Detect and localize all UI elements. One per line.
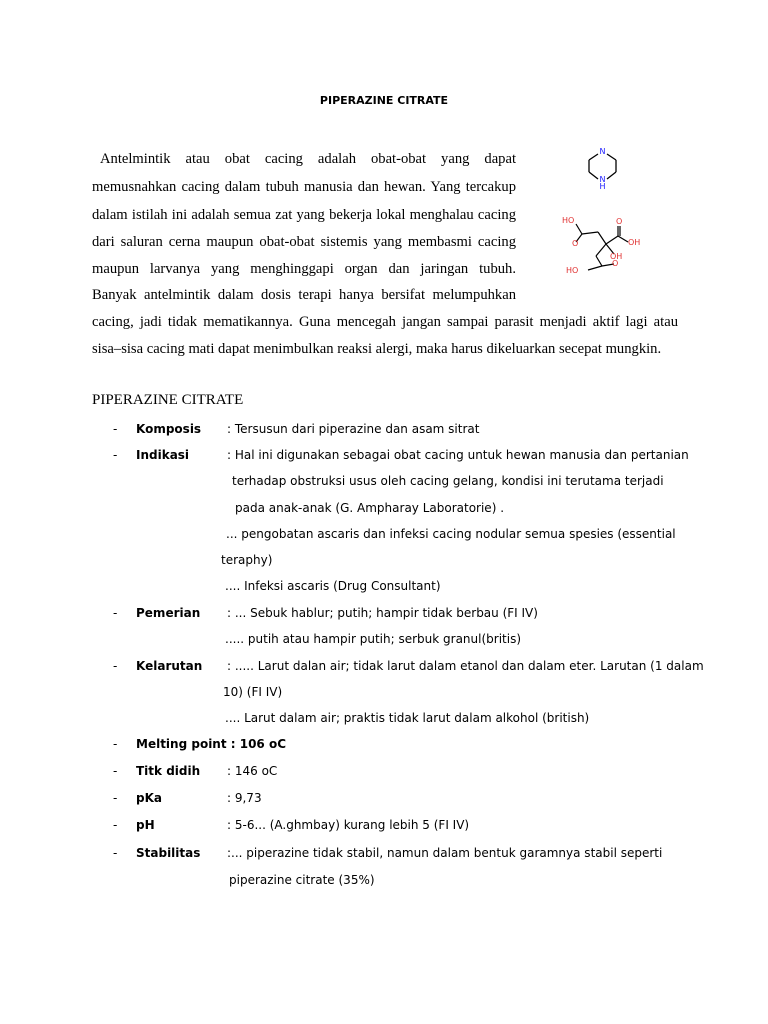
property-value: : Tersusun dari piperazine dan asam sitrat: [227, 422, 480, 436]
oxygen-label: O: [612, 259, 619, 268]
property-value: ..... putih atau hampir putih; serbuk granul(britis): [225, 632, 522, 646]
intro-line: maupun larvanya yang menghinggapi organ dan jaringan tubuh.: [92, 261, 516, 277]
citric-acid-structure-image: [558, 212, 678, 282]
oxygen-label: O: [616, 217, 623, 226]
hydrogen-atom-label: H: [599, 182, 606, 191]
property-value: : ... Sebuk hablur; putih; hampir tidak berbau (FI IV): [227, 606, 538, 620]
bullet-dash: -: [113, 791, 118, 805]
bullet-dash: -: [113, 737, 118, 751]
page-title: PIPERAZINE CITRATE: [319, 94, 449, 107]
property-label: Kelarutan: [136, 659, 203, 673]
property-label: pKa: [136, 791, 162, 805]
property-value: ... pengobatan ascaris dan infeksi cacing nodular semua spesies (essential: [226, 527, 676, 541]
property-value: : 9,73: [227, 791, 262, 805]
intro-line: Banyak antelmintik dalam dosis terapi hanya bersifat melumpuhkan: [92, 287, 516, 303]
hydroxyl-label: HO: [566, 266, 579, 275]
bullet-dash: -: [113, 448, 118, 462]
property-label: Indikasi: [136, 448, 190, 462]
property-value: terhadap obstruksi usus oleh cacing gelang, kondisi ini terutama terjadi: [232, 474, 664, 488]
nitrogen-atom-label: N: [599, 175, 606, 184]
property-label: Titk didih: [136, 764, 201, 778]
property-value: : 146 oC: [227, 764, 278, 778]
bullet-dash: -: [113, 818, 118, 832]
oxygen-label: O: [572, 239, 579, 248]
bullet-dash: -: [113, 764, 118, 778]
property-value: :... piperazine tidak stabil, namun dalam bentuk garamnya stabil seperti: [227, 846, 663, 860]
property-value: : Hal ini digunakan sebagai obat cacing untuk hewan manusia dan pertanian: [227, 448, 689, 462]
intro-line: sisa–sisa cacing mati dapat menimbulkan reaksi alergi, maka harus dikeluarkan secepat mungkin.: [92, 341, 662, 357]
hydroxyl-label: HO: [562, 216, 575, 225]
property-value: .... Infeksi ascaris (Drug Consultant): [225, 579, 441, 593]
property-label: pH: [136, 818, 155, 832]
intro-line: cacing, jadi tidak mematikannya. Guna mencegah jangan sampai parasit menjadi aktif lagi atau: [92, 314, 678, 330]
section-heading: PIPERAZINE CITRATE: [92, 392, 244, 408]
intro-line: memusnahkan cacing dalam tubuh manusia dan hewan. Yang tercakup: [92, 179, 516, 195]
property-value: : 5-6... (A.ghmbay) kurang lebih 5 (FI IV): [227, 818, 470, 832]
property-label: Komposis: [136, 422, 202, 436]
property-value: piperazine citrate (35%): [229, 873, 375, 887]
bullet-dash: -: [113, 846, 118, 860]
hydroxyl-label: OH: [628, 238, 641, 247]
bullet-dash: -: [113, 606, 118, 620]
property-value: : ..... Larut dalan air; tidak larut dalam etanol dan dalam eter. Larutan (1 dalam: [227, 659, 704, 673]
piperazine-structure-image: [582, 142, 632, 192]
intro-line: dalam istilah ini adalah semua zat yang bekerja lokal menghalau cacing: [92, 207, 516, 223]
property-value: .... Larut dalam air; praktis tidak larut dalam alkohol (british): [225, 711, 590, 725]
property-label: Pemerian: [136, 606, 201, 620]
property-label: Stabilitas: [136, 846, 201, 860]
property-value: teraphy): [221, 553, 273, 567]
property-label: Melting point : 106 oC: [136, 737, 287, 751]
property-value: pada anak-anak (G. Ampharay Laboratorie) .: [235, 501, 505, 515]
bullet-dash: -: [113, 659, 118, 673]
intro-line: dari saluran cerna maupun obat-obat sistemis yang membasmi cacing: [92, 234, 516, 250]
bullet-dash: -: [113, 422, 118, 436]
intro-line: Antelmintik atau obat cacing adalah obat-obat yang dapat: [100, 151, 516, 167]
property-value: 10) (FI IV): [223, 685, 283, 699]
nitrogen-atom-label: N: [599, 147, 606, 156]
hydroxyl-label: OH: [610, 252, 623, 261]
